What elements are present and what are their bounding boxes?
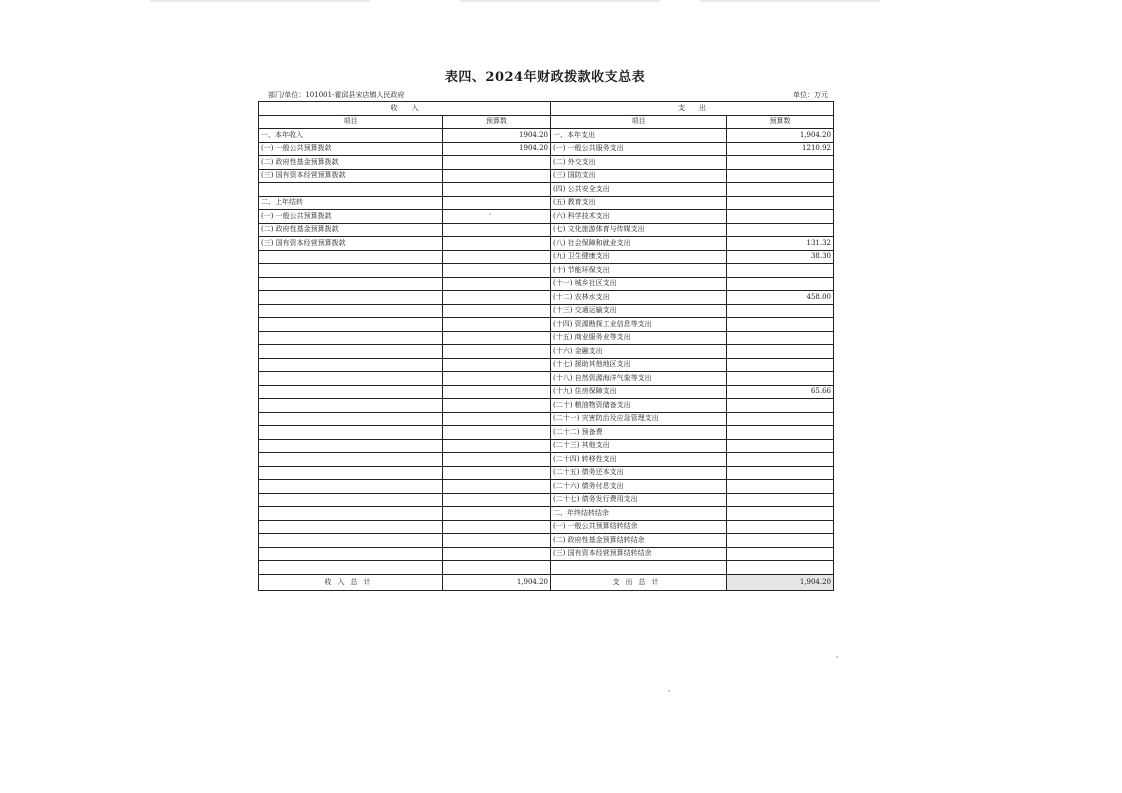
table-row	[259, 156, 834, 170]
income-item-cell: (二) 政府性基金预算拨款	[259, 223, 443, 237]
expense-budget-cell	[727, 520, 834, 534]
expense-item-cell	[551, 561, 727, 575]
expense-item-cell: (二十七) 债务发行费用支出	[551, 493, 727, 507]
scan-artifact	[460, 0, 660, 2]
income-item-cell	[259, 372, 443, 386]
expense-item-cell: (十二) 农林水支出	[551, 291, 727, 305]
income-total-value: 1,904.20	[443, 574, 551, 590]
expense-budget-cell: 1,904.20	[727, 129, 834, 143]
expense-budget-cell	[727, 223, 834, 237]
expense-budget-cell: 131.32	[727, 237, 834, 251]
expense-item-cell: (三) 国有资本经营预算结转结余	[551, 547, 727, 561]
expense-item-cell: (二) 政府性基金预算结转结余	[551, 534, 727, 548]
income-item-cell	[259, 547, 443, 561]
income-budget-cell	[443, 156, 551, 170]
income-budget-cell	[443, 520, 551, 534]
expense-item-cell: (十) 节能环保支出	[551, 264, 727, 278]
column-header-row	[259, 115, 834, 129]
table-row	[259, 547, 834, 561]
expense-budget-cell	[727, 196, 834, 210]
expense-budget-cell: 65.66	[727, 385, 834, 399]
table-row	[259, 169, 834, 183]
income-budget-cell	[443, 561, 551, 575]
income-item-cell	[259, 399, 443, 413]
expense-budget-cell	[727, 264, 834, 278]
table-row	[259, 466, 834, 480]
table-row	[259, 250, 834, 264]
income-item-cell	[259, 331, 443, 345]
expense-budget-cell	[727, 507, 834, 521]
income-budget-cell	[443, 331, 551, 345]
fiscal-summary-table	[258, 101, 834, 591]
expense-budget-cell: 458.00	[727, 291, 834, 305]
income-budget-cell	[443, 196, 551, 210]
income-item-cell: 二、上年结转	[259, 196, 443, 210]
expense-item-cell: (二十六) 债务付息支出	[551, 480, 727, 494]
expense-item-cell: (十六) 金融支出	[551, 345, 727, 359]
income-item-cell	[259, 291, 443, 305]
expense-item-cell: (十八) 自然资源海洋气象等支出	[551, 372, 727, 386]
income-budget-cell	[443, 399, 551, 413]
expense-section-header: 支 出	[551, 102, 834, 116]
expense-budget-cell: 1210.92	[727, 142, 834, 156]
income-item-cell	[259, 453, 443, 467]
income-item-cell	[259, 358, 443, 372]
expense-item-cell: 二、年终结转结余	[551, 507, 727, 521]
expense-budget-cell	[727, 331, 834, 345]
income-budget-cell	[443, 507, 551, 521]
table-row	[259, 183, 834, 197]
income-budget-cell	[443, 426, 551, 440]
income-item-cell: (一) 一般公共预算拨款	[259, 210, 443, 224]
expense-budget-cell	[727, 183, 834, 197]
expense-item-cell: (四) 公共安全支出	[551, 183, 727, 197]
table-row	[259, 507, 834, 521]
table-row	[259, 129, 834, 143]
income-item-cell: (一) 一般公共预算拨款	[259, 142, 443, 156]
income-item-cell	[259, 412, 443, 426]
income-item-cell	[259, 277, 443, 291]
expense-budget-cell	[727, 534, 834, 548]
income-item-cell: (三) 国有资本经营预算拨款	[259, 237, 443, 251]
page-title: 表四、2024年财政拨款收支总表	[444, 70, 646, 85]
table-row	[259, 385, 834, 399]
income-budget-cell	[443, 453, 551, 467]
table-row	[259, 210, 834, 224]
income-item-cell	[259, 466, 443, 480]
income-budget-cell	[443, 291, 551, 305]
table-row	[259, 534, 834, 548]
income-item-cell	[259, 304, 443, 318]
table-row	[259, 493, 834, 507]
income-budget-cell	[443, 277, 551, 291]
expense-budget-cell	[727, 372, 834, 386]
table-row	[259, 453, 834, 467]
scan-artifact	[150, 0, 370, 2]
income-budget-cell	[443, 250, 551, 264]
expense-item-cell: (十七) 援助其他地区支出	[551, 358, 727, 372]
income-budget-cell	[443, 304, 551, 318]
income-budget-header: 预算数	[443, 115, 551, 129]
scan-artifact	[700, 0, 880, 2]
expense-item-cell: (十五) 商业服务业等支出	[551, 331, 727, 345]
income-item-cell	[259, 520, 443, 534]
table-row	[259, 223, 834, 237]
income-budget-cell	[443, 358, 551, 372]
scan-speck	[668, 690, 670, 692]
expense-item-cell: (五) 教育支出	[551, 196, 727, 210]
income-item-cell	[259, 426, 443, 440]
table-row	[259, 277, 834, 291]
expense-item-cell: (十九) 住房保障支出	[551, 385, 727, 399]
table-row	[259, 520, 834, 534]
income-item-cell	[259, 439, 443, 453]
expense-budget-cell	[727, 156, 834, 170]
expense-budget-cell	[727, 210, 834, 224]
expense-budget-cell	[727, 304, 834, 318]
expense-budget-cell	[727, 439, 834, 453]
income-budget-cell	[443, 534, 551, 548]
expense-item-cell: (二十三) 其他支出	[551, 439, 727, 453]
income-budget-cell	[443, 223, 551, 237]
income-item-cell	[259, 183, 443, 197]
table-row	[259, 304, 834, 318]
table-row	[259, 358, 834, 372]
income-budget-cell	[443, 237, 551, 251]
table-row	[259, 480, 834, 494]
expense-budget-cell	[727, 547, 834, 561]
income-budget-cell	[443, 210, 551, 224]
income-item-header: 项目	[259, 115, 443, 129]
income-budget-cell: 1904.20	[443, 142, 551, 156]
income-budget-cell	[443, 318, 551, 332]
expense-item-cell: (二十一) 灾害防治及应急管理支出	[551, 412, 727, 426]
income-budget-cell	[443, 412, 551, 426]
table-row	[259, 412, 834, 426]
expense-item-cell: (七) 文化旅游体育与传媒支出	[551, 223, 727, 237]
expense-item-cell: (十四) 资源勘探工业信息等支出	[551, 318, 727, 332]
income-item-cell	[259, 264, 443, 278]
expense-item-cell: (一) 一般公共服务支出	[551, 142, 727, 156]
table-row	[259, 237, 834, 251]
expense-item-cell: (十三) 交通运输支出	[551, 304, 727, 318]
expense-item-cell: (二十五) 债务还本支出	[551, 466, 727, 480]
income-budget-cell	[443, 372, 551, 386]
income-item-cell: (三) 国有资本经营预算拨款	[259, 169, 443, 183]
expense-budget-cell	[727, 169, 834, 183]
expense-budget-cell	[727, 358, 834, 372]
expense-budget-cell	[727, 561, 834, 575]
income-item-cell	[259, 318, 443, 332]
income-item-cell	[259, 480, 443, 494]
expense-budget-cell	[727, 277, 834, 291]
total-row	[259, 574, 834, 590]
expense-item-cell: (八) 社会保障和就业支出	[551, 237, 727, 251]
income-item-cell	[259, 493, 443, 507]
income-budget-cell	[443, 385, 551, 399]
income-budget-cell	[443, 183, 551, 197]
scan-speck	[836, 656, 838, 658]
income-budget-cell	[443, 345, 551, 359]
expense-budget-header: 预算数	[727, 115, 834, 129]
expense-budget-cell	[727, 493, 834, 507]
table-row	[259, 439, 834, 453]
expense-budget-cell	[727, 466, 834, 480]
expense-item-cell: (二) 外交支出	[551, 156, 727, 170]
expense-item-cell: (二十四) 转移性支出	[551, 453, 727, 467]
income-item-cell	[259, 345, 443, 359]
table-row	[259, 345, 834, 359]
expense-item-cell: (九) 卫生健康支出	[551, 250, 727, 264]
income-item-cell: 一、本年收入	[259, 129, 443, 143]
table-row	[259, 331, 834, 345]
expense-item-cell: (十一) 城乡社区支出	[551, 277, 727, 291]
income-item-cell	[259, 534, 443, 548]
income-budget-cell	[443, 493, 551, 507]
expense-item-cell: (三) 国防支出	[551, 169, 727, 183]
income-section-header: 收 入	[259, 102, 551, 116]
expense-budget-cell: 38.30	[727, 250, 834, 264]
income-budget-cell	[443, 547, 551, 561]
table-row	[259, 142, 834, 156]
expense-item-header: 项目	[551, 115, 727, 129]
expense-budget-cell	[727, 345, 834, 359]
expense-item-cell: (二十) 粮油物资储备支出	[551, 399, 727, 413]
income-item-cell	[259, 561, 443, 575]
income-budget-cell: 1904.20	[443, 129, 551, 143]
expense-item-cell: (六) 科学技术支出	[551, 210, 727, 224]
income-budget-cell	[443, 466, 551, 480]
expense-budget-cell	[727, 399, 834, 413]
income-budget-cell	[443, 439, 551, 453]
income-item-cell	[259, 250, 443, 264]
expense-budget-cell	[727, 480, 834, 494]
expense-total-label: 支出总计	[551, 574, 727, 590]
income-budget-cell	[443, 169, 551, 183]
expense-budget-cell	[727, 318, 834, 332]
expense-budget-cell	[727, 412, 834, 426]
income-item-cell: (二) 政府性基金预算拨款	[259, 156, 443, 170]
table-row	[259, 196, 834, 210]
expense-budget-cell	[727, 426, 834, 440]
expense-item-cell: 一、本年支出	[551, 129, 727, 143]
expense-item-cell: (一) 一般公共预算结转结余	[551, 520, 727, 534]
table-row	[259, 399, 834, 413]
table-row	[259, 561, 834, 575]
table-row	[259, 291, 834, 305]
expense-total-value: 1,904.20	[727, 574, 834, 590]
table-row	[259, 264, 834, 278]
income-budget-cell	[443, 480, 551, 494]
section-header-row	[259, 102, 834, 116]
expense-item-cell: (二十二) 预备费	[551, 426, 727, 440]
table-row	[259, 372, 834, 386]
department-unit: 部门/单位：101001-霍邱县宋店镇人民政府	[268, 91, 405, 99]
unit-label: 单位：万元	[793, 91, 828, 99]
table-row	[259, 426, 834, 440]
expense-budget-cell	[727, 453, 834, 467]
income-item-cell	[259, 507, 443, 521]
income-total-label: 收入总计	[259, 574, 443, 590]
table-row	[259, 318, 834, 332]
income-budget-cell	[443, 264, 551, 278]
income-item-cell	[259, 385, 443, 399]
